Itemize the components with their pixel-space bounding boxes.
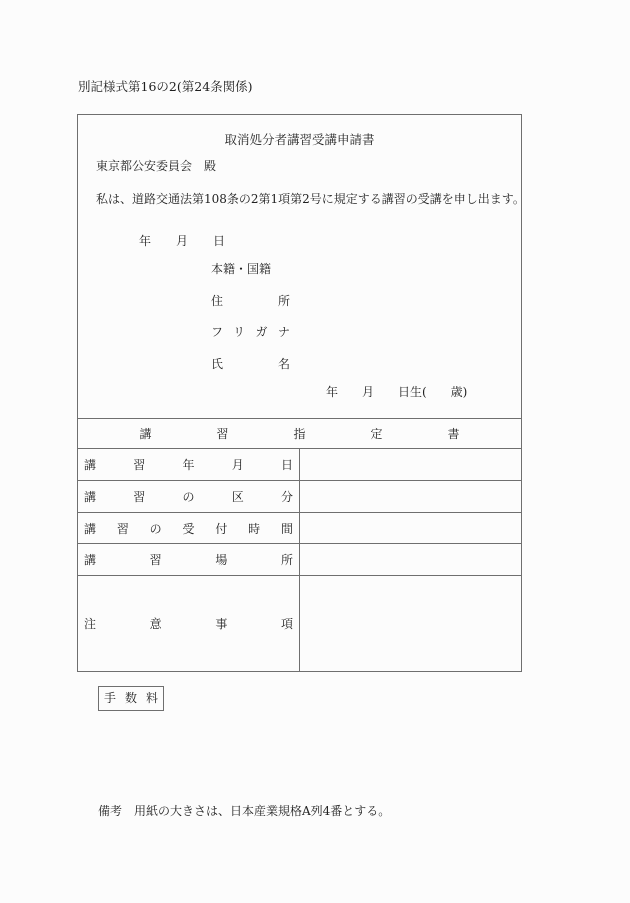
lecture-designation-table (78, 418, 521, 671)
row-value-reception-time (300, 513, 522, 544)
row-value-kosyu-category (300, 481, 522, 513)
addressee-line: 東京都公安委員会 殿 (96, 159, 217, 173)
field-label-shimei: 氏名 (211, 357, 290, 371)
table-section-header: 講習指定書 (139, 427, 460, 441)
application-form-box (77, 114, 525, 672)
field-label-furigana: フリガナ (211, 325, 290, 339)
application-header-section (78, 115, 525, 418)
form-number-label: 別記様式第16の2(第24条関係) (78, 79, 253, 94)
row-value-notes (300, 576, 522, 672)
fee-box (98, 686, 164, 711)
table-row (78, 576, 521, 672)
row-label-notes: 注意事項 (84, 617, 293, 631)
table-row (78, 513, 521, 544)
declaration-text: 私は、道路交通法第108条の2第1項第2号に規定する講習の受講を申し出ます。 (96, 192, 525, 206)
field-label-honseki: 本籍・国籍 (211, 262, 272, 276)
field-label-jusho: 住所 (211, 294, 290, 308)
row-label-kosyu-date: 講習年月日 (84, 458, 293, 472)
remarks-note: 備考 用紙の大きさは、日本産業規格A列4番とする。 (98, 804, 391, 818)
table-row (78, 544, 521, 576)
row-label-kosyu-place: 講習場所 (84, 553, 293, 567)
row-value-kosyu-place (300, 544, 522, 576)
row-label-reception-time: 講習の受付時間 (84, 521, 293, 536)
row-label-kosyu-category: 講習の区分 (84, 490, 293, 504)
fee-label: 手数料 (104, 691, 158, 705)
table-row (78, 481, 521, 513)
table-section-header-row (78, 419, 521, 449)
form-title: 取消処分者講習受講申請書 (224, 132, 375, 147)
table-row (78, 449, 521, 481)
application-date-line: 年月日 (139, 234, 225, 248)
row-value-kosyu-date (300, 449, 522, 481)
birthdate-line: 年 月 日生( 歳) (326, 385, 468, 399)
